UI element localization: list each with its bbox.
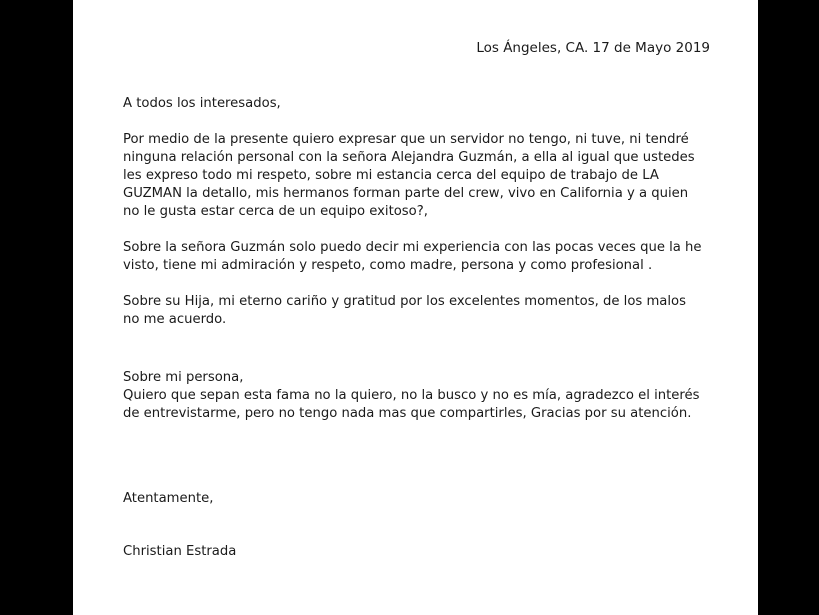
letter-greeting: A todos los interesados, [123, 96, 281, 111]
paragraph-1 [123, 131, 723, 221]
paragraph-line: Quiero que sepan esta fama no la quiero, no la busco y no es mía, agradezco el interés [123, 388, 700, 403]
paragraph-3 [123, 293, 723, 329]
paragraph-line: ninguna relación personal con la señora Alejandra Guzmán, a ella al igual que ustedes [123, 150, 695, 165]
paragraph-line: les expreso todo mi respeto, sobre mi estancia cerca del equipo de trabajo de LA [123, 168, 659, 183]
letter-signature: Christian Estrada [123, 544, 237, 559]
paragraph-line: Sobre la señora Guzmán solo puedo decir mi experiencia con las pocas veces que la he [123, 240, 702, 255]
paragraph-line: GUZMAN la detallo, mis hermanos forman parte del crew, vivo en California y a quien [123, 186, 689, 201]
letter-page [73, 0, 758, 615]
paragraph-line: visto, tiene mi admiración y respeto, como madre, persona y como profesional . [123, 258, 653, 273]
paragraph-line: de entrevistarme, pero no tengo nada mas que compartirles, Gracias por su atención. [123, 406, 692, 421]
paragraph-line: no le gusta estar cerca de un equipo exitoso?, [123, 204, 428, 219]
letter-body [123, 95, 723, 441]
paragraph-line: Por medio de la presente quiero expresar que un servidor no tengo, ni tuve, ni tendré [123, 132, 689, 147]
paragraph-line: no me acuerdo. [123, 312, 227, 327]
letter-date: Los Ángeles, CA. 17 de Mayo 2019 [476, 40, 710, 56]
paragraph-4 [123, 369, 723, 423]
paragraph-line: Sobre su Hija, mi eterno cariño y gratitud por los excelentes momentos, de los malos [123, 294, 686, 309]
letter-closing: Atentamente, [123, 491, 214, 506]
paragraph-2 [123, 239, 723, 275]
paragraph-line: Sobre mi persona, [123, 370, 244, 385]
